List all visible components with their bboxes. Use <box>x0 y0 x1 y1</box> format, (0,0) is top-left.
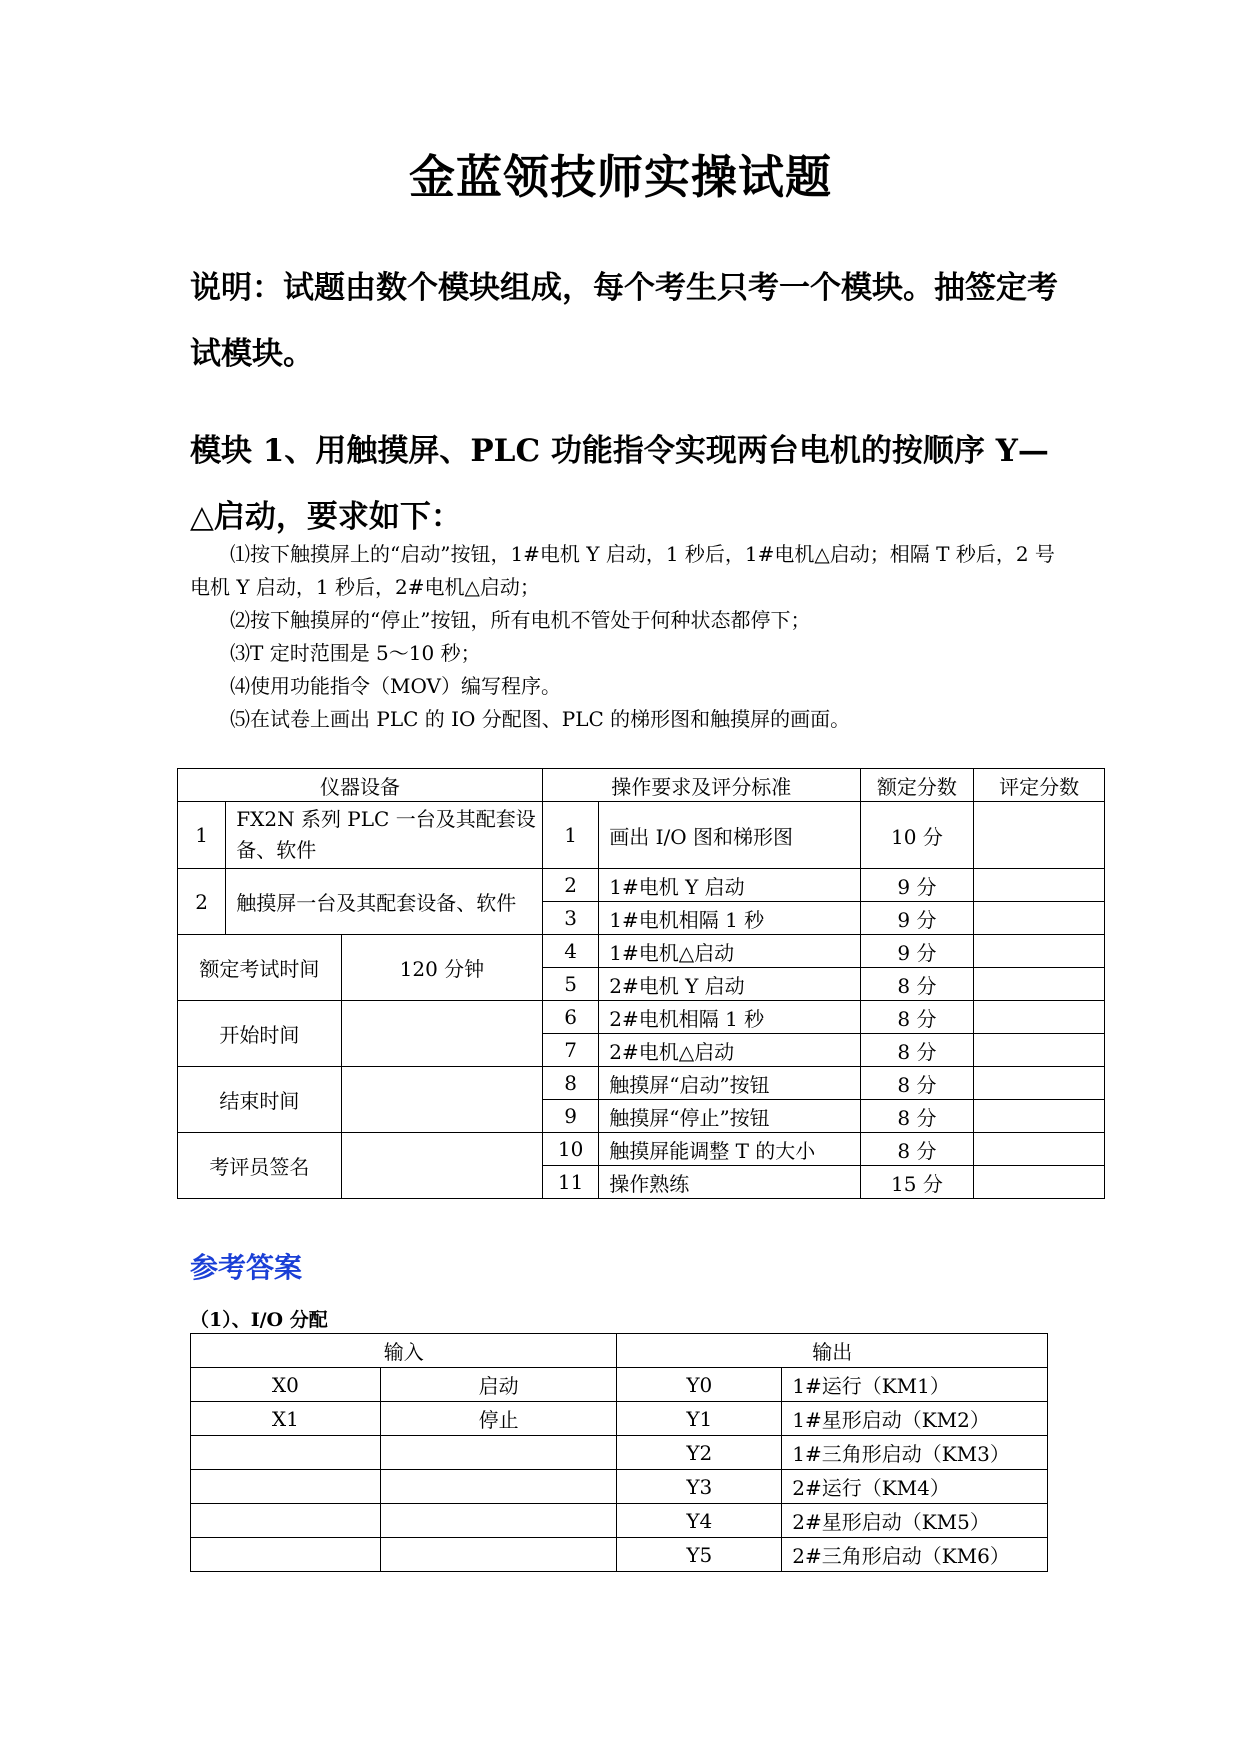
output-address: Y4 <box>617 1504 782 1538</box>
equipment-name: FX2N 系列 PLC 一台及其配套设备、软件 <box>226 802 543 869</box>
item-score: 8 分 <box>860 968 974 1001</box>
end-time-value <box>341 1067 542 1133</box>
item-text: 2#电机相隔 1 秒 <box>599 1001 860 1034</box>
output-name: 1#运行（KM1） <box>782 1368 1048 1402</box>
item-no: 7 <box>542 1034 598 1067</box>
item-no: 10 <box>542 1133 598 1166</box>
output-name: 1#三角形启动（KM3） <box>782 1436 1048 1470</box>
item-score: 8 分 <box>860 1001 974 1034</box>
table-row <box>191 1402 1048 1436</box>
assessed-score-cell <box>974 1100 1105 1133</box>
assessed-score-cell <box>974 935 1105 968</box>
output-address: Y2 <box>617 1436 782 1470</box>
module-title: 模块 1、用触摸屏、PLC 功能指令实现两台电机的按顺序 Y—△启动，要求如下： <box>190 433 1049 535</box>
examiner-signature-value <box>341 1133 542 1199</box>
input-address <box>191 1538 381 1572</box>
assessed-score-cell <box>974 1067 1105 1100</box>
input-address <box>191 1504 381 1538</box>
table-row <box>191 1504 1048 1538</box>
exam-time-label: 额定考试时间 <box>178 935 342 1001</box>
page-title: 金蓝领技师实操试题 <box>409 150 832 204</box>
item-no: 9 <box>542 1100 598 1133</box>
input-address <box>191 1470 381 1504</box>
item-no: 1 <box>542 802 598 869</box>
item-text: 触摸屏能调整 T 的大小 <box>599 1133 860 1166</box>
item-score: 9 分 <box>860 902 974 935</box>
assessed-score-cell <box>974 802 1105 869</box>
start-time-value <box>341 1001 542 1067</box>
item-text: 1#电机相隔 1 秒 <box>599 902 860 935</box>
table-row <box>191 1368 1048 1402</box>
assessed-score-cell <box>974 1133 1105 1166</box>
header-assessed-score: 评定分数 <box>974 769 1105 802</box>
item-no: 4 <box>542 935 598 968</box>
output-header: 输出 <box>617 1334 1048 1368</box>
equipment-no: 1 <box>178 802 226 869</box>
output-address: Y3 <box>617 1470 782 1504</box>
item-no: 2 <box>542 869 598 902</box>
header-equipment: 仪器设备 <box>178 769 543 802</box>
intro-text: 说明：试题由数个模块组成，每个考生只考一个模块。抽签定考试模块。 <box>190 270 1058 372</box>
item-text: 1#电机△启动 <box>599 935 860 968</box>
examiner-signature-label: 考评员签名 <box>178 1133 342 1199</box>
item-score: 8 分 <box>860 1034 974 1067</box>
equipment-no: 2 <box>178 869 226 935</box>
assessed-score-cell <box>974 869 1105 902</box>
io-heading: （1）、I/O 分配 <box>190 1309 328 1331</box>
equipment-name: 触摸屏一台及其配套设备、软件 <box>226 869 543 935</box>
input-address <box>191 1436 381 1470</box>
output-name: 2#运行（KM4） <box>782 1470 1048 1504</box>
assessed-score-cell <box>974 1001 1105 1034</box>
assessed-score-cell <box>974 1166 1105 1199</box>
item-text: 1#电机 Y 启动 <box>599 869 860 902</box>
item-score: 9 分 <box>860 935 974 968</box>
item-text: 触摸屏“启动”按钮 <box>599 1067 860 1100</box>
start-time-label: 开始时间 <box>178 1001 342 1067</box>
item-score: 9 分 <box>860 869 974 902</box>
output-name: 2#三角形启动（KM6） <box>782 1538 1048 1572</box>
item-score: 8 分 <box>860 1100 974 1133</box>
table-row <box>191 1538 1048 1572</box>
item-text: 画出 I/O 图和梯形图 <box>599 802 860 869</box>
table-row <box>191 1436 1048 1470</box>
table-row <box>191 1470 1048 1504</box>
input-address: X1 <box>191 1402 381 1436</box>
input-header: 输入 <box>191 1334 617 1368</box>
assessed-score-cell <box>974 968 1105 1001</box>
item-no: 6 <box>542 1001 598 1034</box>
item-score: 10 分 <box>860 802 974 869</box>
requirement-4: ⑷使用功能指令（MOV）编写程序。 <box>230 674 561 698</box>
input-name: 停止 <box>380 1402 617 1436</box>
io-table <box>190 1333 1048 1572</box>
assessed-score-cell <box>974 1034 1105 1067</box>
input-name: 启动 <box>380 1368 617 1402</box>
item-score: 8 分 <box>860 1133 974 1166</box>
item-score: 15 分 <box>860 1166 974 1199</box>
item-no: 5 <box>542 968 598 1001</box>
item-text: 操作熟练 <box>599 1166 860 1199</box>
output-name: 2#星形启动（KM5） <box>782 1504 1048 1538</box>
requirement-5: ⑸在试卷上画出 PLC 的 IO 分配图、PLC 的梯形图和触摸屏的画面。 <box>230 707 851 731</box>
answer-heading: 参考答案 <box>190 1251 303 1284</box>
output-name: 1#星形启动（KM2） <box>782 1402 1048 1436</box>
end-time-label: 结束时间 <box>178 1067 342 1133</box>
item-no: 3 <box>542 902 598 935</box>
output-address: Y0 <box>617 1368 782 1402</box>
header-rated-score: 额定分数 <box>860 769 974 802</box>
requirement-2: ⑵按下触摸屏的“停止”按钮，所有电机不管处于何种状态都停下； <box>230 608 811 632</box>
item-no: 11 <box>542 1166 598 1199</box>
item-score: 8 分 <box>860 1067 974 1100</box>
output-address: Y5 <box>617 1538 782 1572</box>
requirements-list <box>190 538 1065 736</box>
input-name <box>380 1504 617 1538</box>
item-text: 触摸屏“停止”按钮 <box>599 1100 860 1133</box>
grading-table <box>177 768 1105 1199</box>
input-name <box>380 1470 617 1504</box>
item-text: 2#电机 Y 启动 <box>599 968 860 1001</box>
header-requirements: 操作要求及评分标准 <box>542 769 860 802</box>
item-text: 2#电机△启动 <box>599 1034 860 1067</box>
requirement-3: ⑶T 定时范围是 5～10 秒； <box>230 641 481 665</box>
input-address: X0 <box>191 1368 381 1402</box>
assessed-score-cell <box>974 902 1105 935</box>
requirement-1: ⑴按下触摸屏上的“启动”按钮，1#电机 Y 启动，1 秒后，1#电机△启动；相隔 T 秒后，2 号电机 Y 启动，1 秒后，2#电机△启动； <box>190 542 1055 599</box>
item-no: 8 <box>542 1067 598 1100</box>
input-name <box>380 1436 617 1470</box>
exam-time-value: 120 分钟 <box>341 935 542 1001</box>
output-address: Y1 <box>617 1402 782 1436</box>
input-name <box>380 1538 617 1572</box>
